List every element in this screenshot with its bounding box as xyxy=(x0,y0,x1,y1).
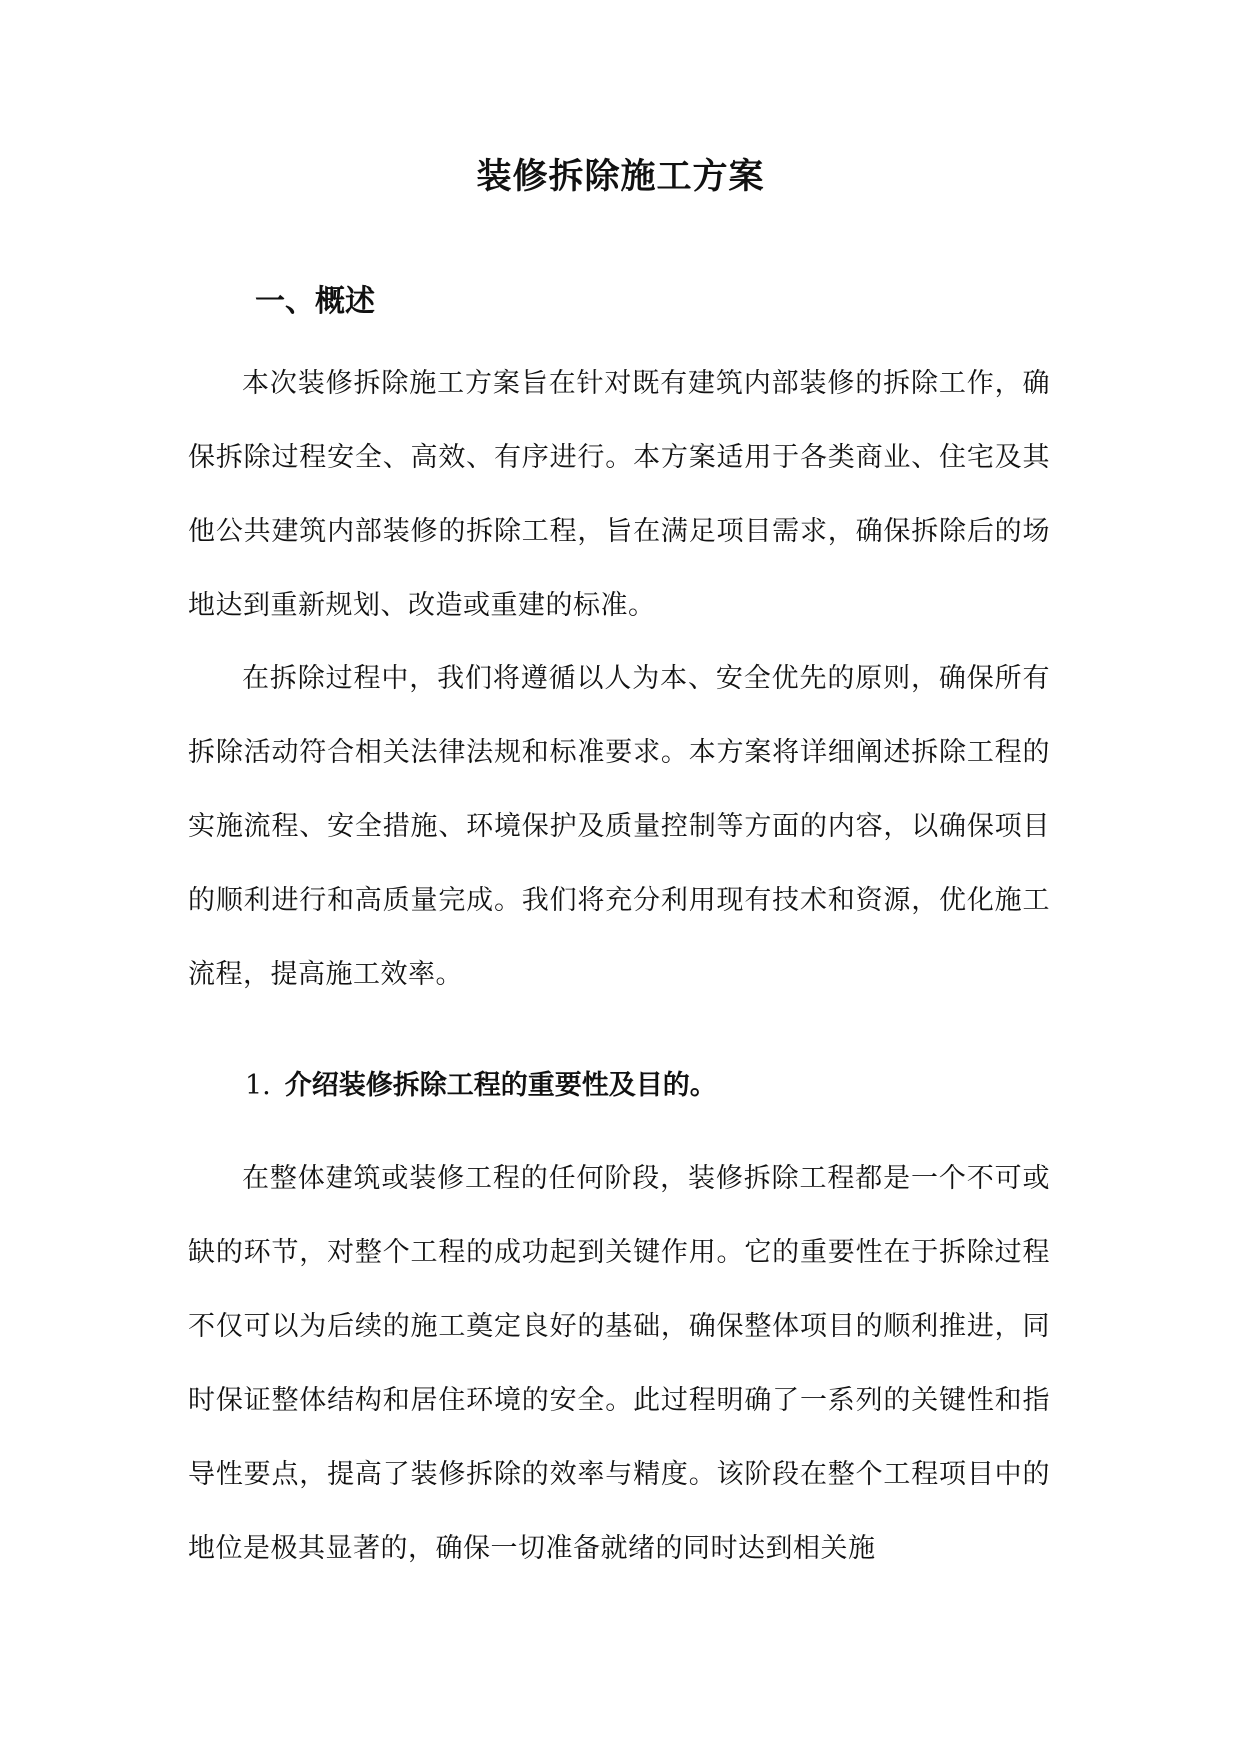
body-paragraph: 本次装修拆除施工方案旨在针对既有建筑内部装修的拆除工作，确保拆除过程安全、高效、有序进行。本方案适用于各类商业、住宅及其他公共建筑内部装修的拆除工程，旨在满足项目需求，确保拆除后的场地达到重新规划、改造或重建的标准。 xyxy=(188,368,1050,621)
subsection-heading xyxy=(245,1064,717,1108)
document-title: 装修拆除施工方案 xyxy=(476,156,765,197)
subsection-number: 1. xyxy=(245,1070,271,1101)
body-paragraph: 在拆除过程中，我们将遵循以人为本、安全优先的原则，确保所有拆除活动符合相关法律法规和标准要求。本方案将详细阐述拆除工程的实施流程、安全措施、环境保护及质量控制等方面的内容，以确保项目的顺利进行和高质量完成。我们将充分利用现有技术和资源，优化施工流程，提高施工效率。 xyxy=(188,663,1050,990)
body-paragraph: 在整体建筑或装修工程的任何阶段，装修拆除工程都是一个不可或缺的环节，对整个工程的成功起到关键作用。它的重要性在于拆除过程不仅可以为后续的施工奠定良好的基础，确保整体项目的顺利推进，同时保证整体结构和居住环境的安全。此过程明确了一系列的关键性和指导性要点，提高了装修拆除的效率与精度。该阶段在整个工程项目中的地位是极其显著的，确保一切准备就绪的同时达到相关施 xyxy=(188,1163,1050,1564)
subsection-heading-text: 介绍装修拆除工程的重要性及目的。 xyxy=(284,1070,717,1101)
section-heading-overview: 一、概述 xyxy=(255,284,375,319)
